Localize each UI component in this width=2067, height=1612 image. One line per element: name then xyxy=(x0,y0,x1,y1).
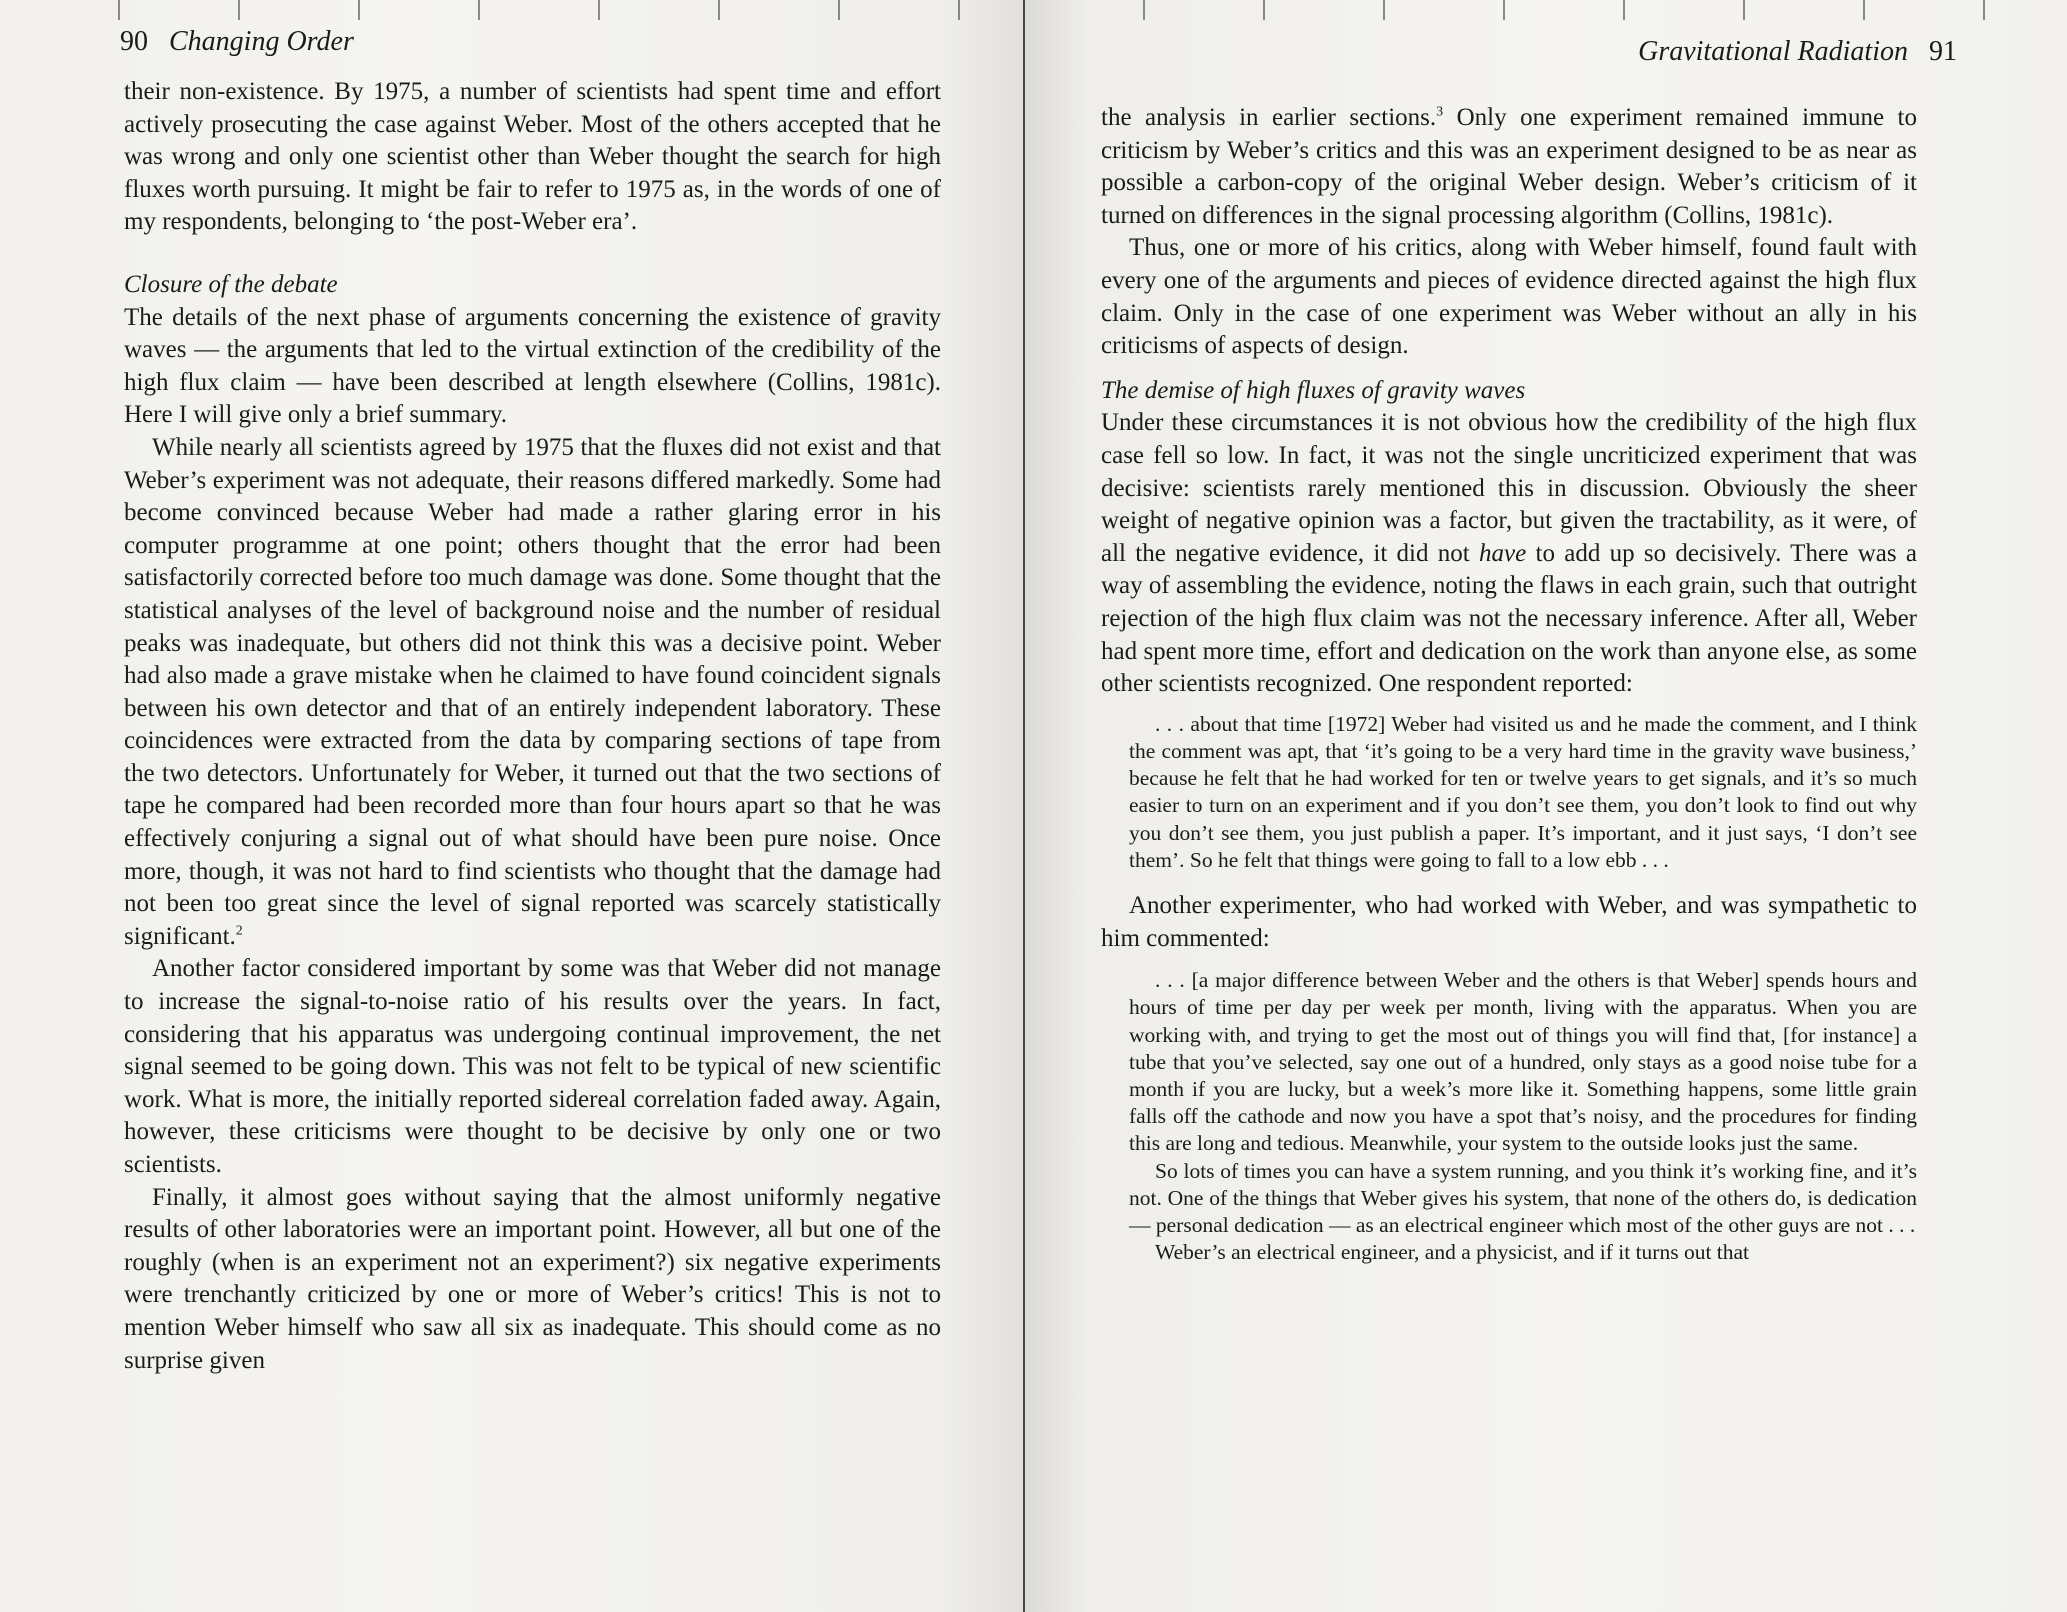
quote-experimenter-part-3: Weber’s an electrical engineer, and a physicist, and if it turns out that xyxy=(1155,1240,1750,1265)
paragraph-circumstances-text-b: to add up so decisively. There was a way of assembling the evidence, noting the flaws in each grain, such that outright rejection of the high flux claim was not the necessary inference. After all, Weber had spent more time, effort and dedication on the work than anyone else, as some other scientists recognized. One respondent reported: xyxy=(1101,539,1917,698)
block-quote-experimenter xyxy=(1129,967,1917,1266)
left-body-text xyxy=(124,76,941,1377)
paragraph-circumstances-text-a: Under these circumstances it is not obvious how the credibility of the high flux case fell so low. In fact, it was not the single uncriticized experiment that was decisive: scientists rarely mentioned this in discussion. Obviously the sheer weight of negative opinion was a factor, but given the tractability, as it were, of all the negative evidence, it did not xyxy=(1101,409,1917,567)
paragraph-another-factor: Another factor considered important by some was that Weber did not manage to increase the signal-to-noise ratio of his results over the years. In fact, considering that his apparatus was undergoing continual improvement, the net signal seemed to be going down. This was not felt to be typical of new scientific work. What is more, the initially reported sidereal correlation faded away. Again, however, these criticisms were thought to be decisive by only one or two scientists. xyxy=(124,955,941,1178)
paragraph-finally: Finally, it almost goes without saying that the almost uniformly negative results of other laboratories were an important point. However, all but one of the roughly (when is an experiment not an experiment?) six negative experiments were trenchantly criticized by one or more of Weber’s critics! This is not to mention Weber himself who saw all six as inadequate. This should come as no surprise given xyxy=(124,1183,941,1374)
page-number-90: 90 xyxy=(120,26,148,57)
right-running-head: Gravitational Radiation xyxy=(1638,36,1908,67)
paragraph-analysis-earlier xyxy=(1101,102,1917,232)
paragraph-reasons-text: While nearly all scientists agreed by 1975 that the fluxes did not exist and that Weber’s experiment was not adequate, their reasons differed markedly. Some had become convinced because Weber had made a rather glaring error in his computer programme at one point; others thought that the error had been satisfactorily corrected before too much damage was done. Some thought that the statistical analyses of the level of background noise and the number of residual peaks was inadequate, but others did not think this was a decisive point. Weber had also made a grave mistake when he claimed to have found coincident signals between his own detector and that of an entirely independent laboratory. These coincidences were extracted from the data by comparing sections of tape from the two detectors. Unfortunately for Weber, it turned out that the two sections of tape he compared had been recorded more than four hours apart so that he was effectively conjuring a signal out of what should have been pure noise. Once more, though, it was not hard to find scientists who thought that the damage had not been too great since the level of signal reported was scarcely statistically significant. xyxy=(124,433,941,950)
right-body-text xyxy=(1101,102,1917,1266)
paragraph-another-experimenter: Another experimenter, who had worked with Weber, and was sympathetic to him commented: xyxy=(1101,891,1917,952)
block-quote-respondent xyxy=(1129,711,1917,874)
paragraph-thus: Thus, one or more of his critics, along with Weber himself, found fault with every one of the arguments and pieces of evidence directed against the high flux claim. Only in the case of one experiment was Weber without an ally in his criticisms of aspects of design. xyxy=(1101,234,1917,360)
quote-respondent-text: . . . about that time [1972] Weber had visited us and he made the comment, and I think the comment was apt, that ‘it’s going to be a very hard time in the gravity wave business,’ because he felt that he had worked for ten or twelve years to get signals, and it’s so much easier to turn on an experiment and if you don’t see them, you don’t look to find out why you don’t see them, you just publish a paper. It’s important, and it just says, ‘I don’t see them’. So he felt that things were going to fall to a low ebb . . . xyxy=(1129,711,1917,872)
paragraph-analysis-text-a: the analysis in earlier sections. xyxy=(1101,104,1437,131)
right-page-header xyxy=(1638,36,1957,68)
footnote-ref-2: 2 xyxy=(235,923,243,939)
top-edge-marks xyxy=(1025,0,2067,20)
quote-experimenter-part-2: So lots of times you can have a system running, and you think it’s working fine, and it’s not. One of the things that Weber gives his system, that none of the others do, is dedication — personal dedication — as an electrical engineer which most of the other guys are not . . . xyxy=(1129,1158,1917,1237)
left-running-head: Changing Order xyxy=(169,26,354,57)
section-heading-closure: Closure of the debate xyxy=(124,270,338,298)
left-page xyxy=(0,0,1025,1612)
emphasis-have: have xyxy=(1479,539,1527,567)
paragraph-reasons xyxy=(124,432,941,954)
section-heading-demise: The demise of high fluxes of gravity waves xyxy=(1101,376,1526,404)
paragraph-analysis-text-b: Only one experiment remained immune to criticism by Weber’s critics and this was an experiment designed to be as near as possible a carbon-copy of the original Weber design. Weber’s criticism of it turned on differences in the signal processing algorithm (Collins, 1981c). xyxy=(1101,104,1918,229)
left-page-header xyxy=(120,26,354,58)
right-page xyxy=(1025,0,2067,1612)
paragraph-post-weber-era: their non-existence. By 1975, a number of scientists had spent time and effort actively prosecuting the case against Weber. Most of the others accepted that he was wrong and only one scientist other than Weber thought the search for high fluxes worth pursuing. It might be fair to refer to 1975 as, in the words of one of my respondents, belonging to ‘the post-Weber era’. xyxy=(124,78,941,236)
quote-experimenter-part-1: . . . [a major difference between Weber and the others is that Weber] spends hours and hours of time per day per week per month, living with the apparatus. When you are working with, and trying to get the most out of things you will find that, [for instance] a tube that you’ve selected, say one out of a hundred, only stays as a good noise tube for a month if you are lucky, but a week’s more like it. Something happens, some little grain falls off the cathode and now you have a spot that’s noisy, and the procedures for finding this are long and tedious. Meanwhile, your system to the outside looks just the same. xyxy=(1129,968,1917,1156)
paragraph-circumstances xyxy=(1101,407,1917,700)
page-number-91: 91 xyxy=(1929,36,1957,67)
paragraph-closure-details: The details of the next phase of arguments concerning the existence of gravity waves — the arguments that led to the virtual extinction of the credibility of the high flux claim — have been described at length elsewhere (Collins, 1981c). Here I will give only a brief summary. xyxy=(124,303,941,429)
top-edge-marks xyxy=(0,0,1025,20)
footnote-ref-3: 3 xyxy=(1436,104,1444,120)
